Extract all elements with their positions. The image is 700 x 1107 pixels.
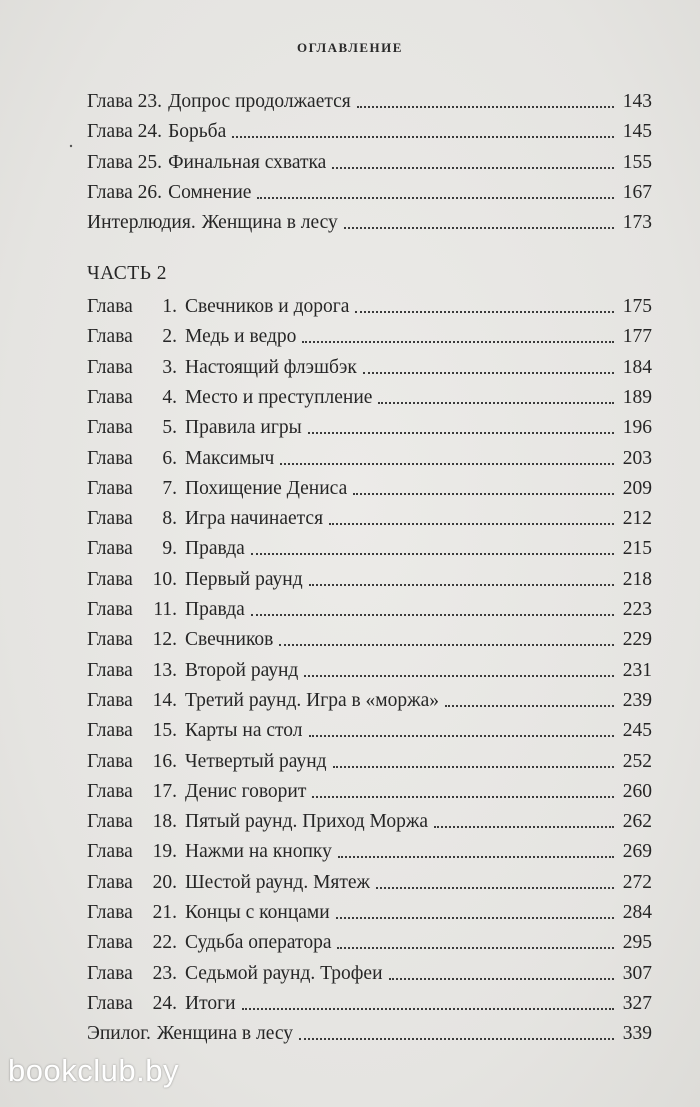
chapter-number: 6.	[162, 447, 177, 469]
chapter-title: Свечников и дорога	[185, 296, 350, 317]
chapter-label: Глава	[87, 326, 133, 348]
page-number: 167	[622, 181, 652, 203]
chapter-title: Настоящий флэшбэк	[185, 356, 357, 378]
dot-leader	[434, 825, 614, 828]
toc-entry	[87, 204, 652, 234]
toc-entry	[87, 652, 652, 682]
dot-leader	[232, 135, 614, 138]
chapter-number: 20.	[152, 871, 177, 893]
chapter-number: 2.	[162, 326, 177, 348]
page-number: 229	[622, 629, 652, 651]
toc-entry	[87, 833, 652, 863]
toc-entry	[87, 1015, 652, 1045]
chapter-title: Концы с концами	[185, 902, 330, 923]
page-number: 239	[622, 689, 652, 711]
chapter-label: Глава	[87, 932, 133, 954]
dot-leader	[378, 401, 614, 404]
chapter-label: Глава	[87, 417, 133, 439]
page-title: оглавление	[297, 36, 403, 57]
toc-entry	[87, 174, 652, 204]
chapter-number: 9.	[162, 538, 177, 560]
chapter-title: Первый раунд	[185, 568, 303, 590]
chapter-title: Борьба	[168, 121, 227, 143]
page-number: 143	[622, 91, 652, 112]
chapter-label: Глава	[87, 538, 133, 560]
toc-entry	[87, 591, 652, 621]
chapter-title: Свечников	[185, 629, 274, 651]
page-number: 269	[622, 841, 652, 863]
toc-entry	[87, 409, 652, 439]
page-number: 339	[622, 1023, 652, 1045]
toc-entry	[87, 682, 652, 712]
toc-entry	[87, 803, 652, 833]
chapter-title: Медь и ведро	[185, 326, 297, 348]
chapter-title: Правда	[185, 599, 245, 620]
chapter-number: 4.	[162, 386, 177, 408]
page-number: 295	[622, 932, 652, 954]
chapter-label: Глава	[87, 871, 133, 893]
chapter-number: 21.	[152, 902, 177, 923]
dot-leader	[257, 196, 614, 199]
dot-leader	[251, 552, 614, 555]
dot-leader	[337, 946, 614, 949]
toc-entry	[87, 470, 652, 500]
chapter-number: 15.	[152, 720, 177, 742]
page-number: 260	[622, 780, 652, 802]
toc-entry	[87, 894, 652, 924]
chapter-label: Глава	[87, 689, 133, 711]
watermark-logo: bookclub.by	[8, 1053, 179, 1088]
page-number: 155	[622, 151, 652, 173]
chapter-number: 8.	[162, 508, 177, 530]
page-number: 145	[622, 121, 652, 143]
dot-leader	[308, 431, 614, 434]
page-number: 212	[622, 508, 652, 530]
chapter-title: Похищение Дениса	[185, 477, 348, 499]
chapter-label: Глава	[87, 962, 133, 984]
chapter-label: Глава	[87, 599, 133, 620]
chapter-label: Глава	[87, 720, 133, 742]
dot-leader	[445, 704, 614, 707]
toc-entry	[87, 500, 652, 530]
toc-entry	[87, 379, 652, 409]
chapter-label: Глава	[87, 386, 133, 408]
dot-leader	[312, 795, 614, 798]
page-number: 196	[622, 417, 652, 439]
page-number: 173	[622, 212, 652, 234]
chapter-number: 16.	[152, 750, 177, 772]
chapter-number: 10.	[152, 568, 177, 590]
page-number: 189	[622, 386, 652, 408]
chapter-label: Глава	[87, 447, 133, 469]
toc-entry	[87, 83, 652, 113]
chapter-label: Глава	[87, 992, 133, 1014]
chapter-label: Глава	[87, 508, 133, 530]
chapter-number: 18.	[152, 811, 177, 833]
dot-leader	[333, 765, 614, 768]
chapter-label: Эпилог.	[87, 1023, 151, 1045]
dot-leader	[242, 1007, 614, 1010]
chapter-label: Глава	[87, 629, 133, 651]
page-number: 231	[622, 659, 652, 681]
page-number: 175	[622, 296, 652, 317]
chapter-title: Седьмой раунд. Трофеи	[185, 962, 383, 984]
dot-leader	[299, 1037, 614, 1040]
toc-entry	[87, 924, 652, 954]
chapter-label: Глава	[87, 780, 133, 802]
chapter-number: 24.	[152, 992, 177, 1014]
page-number: 284	[622, 902, 652, 923]
toc-entry	[87, 113, 652, 143]
chapter-title: Четвертый раунд	[185, 750, 327, 772]
toc-entry	[87, 530, 652, 560]
chapter-label: Глава	[87, 811, 133, 833]
page-number: 327	[622, 992, 652, 1014]
page-number: 272	[622, 871, 652, 893]
dot-leader	[304, 674, 614, 677]
dot-leader	[336, 916, 614, 919]
toc-entry	[87, 621, 652, 651]
chapter-label: Глава	[87, 477, 133, 499]
page-number: 307	[622, 962, 652, 984]
chapter-label: Глава 23.	[87, 91, 163, 112]
dot-leader	[329, 522, 614, 525]
chapter-title: Место и преступление	[185, 386, 373, 408]
dot-leader	[355, 310, 614, 313]
chapter-title: Денис говорит	[185, 780, 307, 802]
chapter-title: Сомнение	[168, 181, 252, 203]
dot-leader	[357, 105, 614, 108]
toc-entry	[87, 985, 652, 1015]
chapter-number: 3.	[162, 356, 177, 378]
chapter-title: Финальная схватка	[168, 151, 327, 173]
chapter-label: Глава 24.	[87, 121, 163, 143]
dot-leader	[309, 583, 614, 586]
chapter-title: Женщина в лесу	[201, 212, 338, 234]
dot-leader	[332, 166, 614, 169]
page-number: 262	[622, 811, 652, 833]
dot-leader	[344, 226, 614, 229]
chapter-title: Карты на стол	[185, 720, 303, 742]
chapter-label: Глава	[87, 659, 133, 681]
chapter-label: Глава	[87, 296, 133, 317]
chapter-title: Игра начинается	[185, 508, 324, 530]
chapter-title: Женщина в лесу	[156, 1023, 293, 1045]
chapter-title: Итоги	[185, 992, 236, 1014]
toc-entry	[87, 712, 652, 742]
chapter-number: 11.	[153, 599, 177, 620]
chapter-number: 13.	[152, 659, 177, 681]
chapter-title: Допрос продолжается	[168, 91, 351, 112]
toc-entry	[87, 955, 652, 985]
toc-entry	[87, 561, 652, 591]
chapter-title: Третий раунд. Игра в «моржа»	[185, 689, 440, 711]
chapter-title: Судьба оператора	[185, 932, 332, 954]
chapter-title: Второй раунд	[185, 659, 299, 681]
dot-leader	[363, 371, 614, 374]
dot-leader	[309, 734, 614, 737]
chapter-label: Глава	[87, 841, 133, 863]
toc-entry	[87, 864, 652, 894]
dot-leader	[251, 613, 614, 616]
dot-leader	[302, 340, 614, 343]
toc-entry	[87, 144, 652, 174]
chapter-number: 5.	[162, 417, 177, 439]
chapter-number: 23.	[152, 962, 177, 984]
dot-leader	[338, 855, 614, 858]
part-heading: ЧАСТЬ 2	[87, 263, 168, 284]
toc-entry	[87, 773, 652, 803]
chapter-label: Глава 26.	[87, 181, 163, 203]
dot-leader	[280, 462, 614, 465]
chapter-title: Пятый раунд. Приход Моржа	[185, 811, 428, 833]
chapter-title: Правила игры	[185, 417, 302, 439]
chapter-label: Глава	[87, 750, 133, 772]
chapter-label: Интерлюдия.	[87, 212, 196, 234]
chapter-number: 19.	[152, 841, 177, 863]
toc-entry	[87, 288, 652, 318]
dot-leader	[376, 886, 614, 889]
page-number: 223	[622, 599, 652, 620]
page-number: 203	[622, 447, 652, 469]
page-number: 252	[622, 750, 652, 772]
chapter-number: 17.	[152, 780, 177, 802]
dot-leader	[353, 492, 614, 495]
chapter-number: 12.	[152, 629, 177, 651]
chapter-title: Шестой раунд. Мятеж	[185, 871, 371, 893]
toc-entry	[87, 349, 652, 379]
page-number: 177	[622, 326, 652, 348]
chapter-label: Глава	[87, 902, 133, 923]
dot-leader	[389, 977, 614, 980]
page-number: 209	[622, 477, 652, 499]
page-number: 218	[622, 568, 652, 590]
chapter-number: 1.	[162, 296, 177, 317]
toc-entry	[87, 743, 652, 773]
chapter-title: Максимыч	[185, 447, 275, 469]
chapter-number: 7.	[162, 477, 177, 499]
page-number: 184	[622, 356, 652, 378]
page-number: 245	[622, 720, 652, 742]
page-number: 215	[622, 538, 652, 560]
toc-entry	[87, 440, 652, 470]
chapter-label: Глава	[87, 356, 133, 378]
chapter-number: 14.	[152, 689, 177, 711]
chapter-label: Глава 25.	[87, 151, 163, 173]
chapter-title: Нажми на кнопку	[185, 841, 332, 863]
chapter-title: Правда	[185, 538, 245, 560]
chapter-label: Глава	[87, 568, 133, 590]
toc-entry	[87, 318, 652, 348]
dot-leader	[279, 643, 614, 646]
chapter-number: 22.	[152, 932, 177, 954]
